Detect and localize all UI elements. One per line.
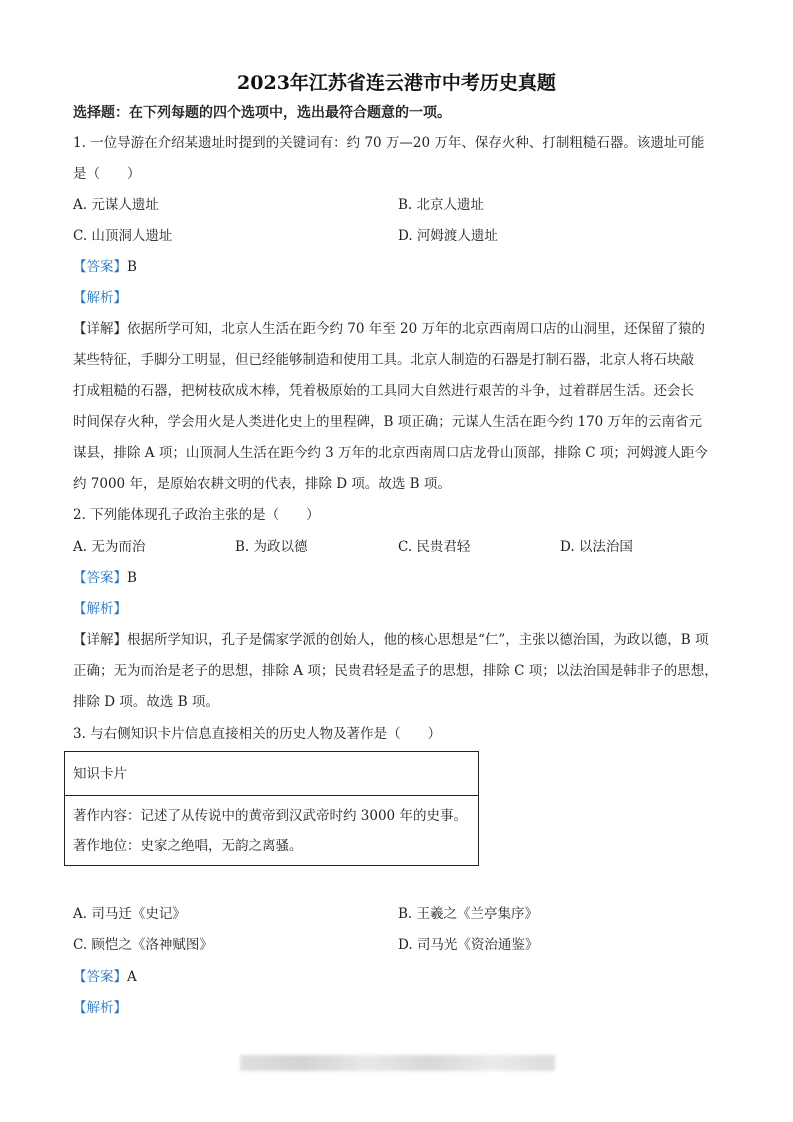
knowledge-card	[64, 751, 479, 866]
q3-analysis-tag: 【解析】	[73, 1000, 127, 1016]
q1-option-c: C. 山顶洞人遗址	[73, 228, 173, 244]
answer-tag: 【答案】	[73, 969, 127, 985]
q2-option-d: D. 以法治国	[560, 539, 633, 555]
knowledge-card-line1: 著作内容：记述了从传说中的黄帝到汉武帝时约 3000 年的史事。	[73, 808, 467, 824]
q1-stem-line2: 是（ ）	[73, 166, 141, 182]
q1-detail-line3: 打成粗糙的石器，把树枝砍成木棒，凭着极原始的工具同大自然进行艰苦的斗争，过着群居生活。还会长	[73, 383, 694, 399]
q3-option-b: B. 王羲之《兰亭集序》	[398, 906, 539, 922]
q1-option-a: A. 元谋人遗址	[73, 197, 159, 213]
q1-detail-line1	[73, 319, 705, 339]
knowledge-card-title: 知识卡片	[73, 766, 127, 782]
q3-answer	[73, 967, 137, 987]
page-title: 2023年江苏省连云港市中考历史真题	[237, 72, 556, 94]
knowledge-card-header	[65, 752, 478, 796]
answer-value: B	[127, 259, 137, 275]
answer-tag: 【答案】	[73, 570, 127, 586]
q2-answer	[73, 568, 137, 588]
q3-stem: 3. 与右侧知识卡片信息直接相关的历史人物及著作是（ ）	[73, 726, 442, 742]
q1-analysis-tag: 【解析】	[73, 290, 127, 306]
q1-detail-line5: 谋县，排除 A 项；山顶洞人生活在距今约 3 万年的北京西南周口店龙骨山顶部，排除 C 项；河姆渡人距今	[73, 445, 708, 461]
answer-tag: 【答案】	[73, 259, 127, 275]
q2-stem: 2. 下列能体现孔子政治主张的是（ ）	[73, 507, 320, 523]
q1-detail-line2: 某些特征，手脚分工明显，但已经能够制造和使用工具。北京人制造的石器是打制石器，北京人将石块敲	[73, 352, 694, 368]
answer-value: B	[127, 570, 137, 586]
blurred-footer-watermark	[240, 1055, 555, 1071]
q3-option-a: A. 司马迁《史记》	[73, 906, 186, 922]
q1-option-b: B. 北京人遗址	[398, 197, 485, 213]
detail-tag: 【详解】	[73, 632, 127, 648]
q3-option-c: C. 顾恺之《洛神赋图》	[73, 937, 213, 953]
q1-detail-line6: 约 7000 年，是原始农耕文明的代表，排除 D 项。故选 B 项。	[73, 476, 451, 492]
q2-detail-line2: 正确；无为而治是老子的思想，排除 A 项；民贵君轻是孟子的思想，排除 C 项；以法治国是韩非子的思想，	[73, 663, 718, 679]
q2-option-a: A. 无为而治	[73, 539, 146, 555]
q2-analysis-tag: 【解析】	[73, 601, 127, 617]
q1-stem-line1: 1. 一位导游在介绍某遗址时提到的关键词有：约 70 万—20 万年、保存火种、打制粗糙石器。该遗址可能	[73, 135, 705, 151]
detail-text: 根据所学知识，孔子是儒家学派的创始人，他的核心思想是“仁”，主张以德治国，为政以德，B 项	[127, 632, 709, 648]
detail-text: 依据所学可知，北京人生活在距今约 70 年至 20 万年的北京西南周口店的山洞里，还保留了猿的	[127, 321, 706, 337]
q3-option-d: D. 司马光《资治通鉴》	[398, 937, 539, 953]
q1-answer	[73, 257, 137, 277]
q1-detail-line4: 时间保存火种，学会用火是人类进化史上的里程碑，B 项正确；元谋人生活在距今约 170 万年的云南省元	[73, 414, 703, 430]
q2-detail-line1	[73, 630, 709, 650]
q2-option-c: C. 民贵君轻	[398, 539, 471, 555]
section-heading: 选择题：在下列每题的四个选项中，选出最符合题意的一项。	[73, 105, 451, 121]
q1-option-d: D. 河姆渡人遗址	[398, 228, 498, 244]
knowledge-card-line2: 著作地位：史家之绝唱，无韵之离骚。	[73, 838, 303, 854]
detail-tag: 【详解】	[73, 321, 127, 337]
answer-value: A	[127, 969, 137, 985]
q2-option-b: B. 为政以德	[235, 539, 308, 555]
q2-detail-line3: 排除 D 项。故选 B 项。	[73, 694, 219, 710]
